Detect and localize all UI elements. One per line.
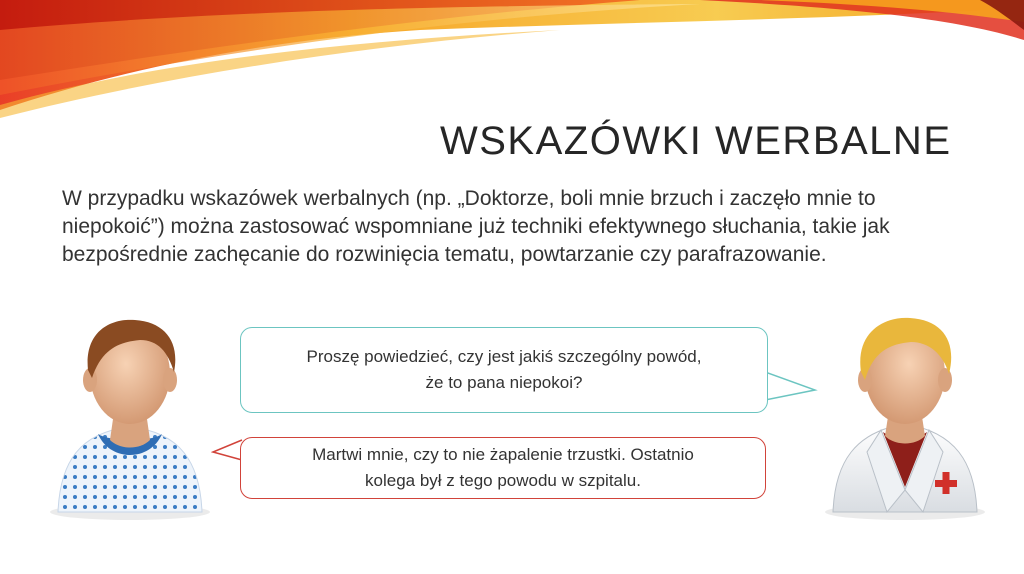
doctor-speech-line-1: Proszę powiedzieć, czy jest jakiś szczególny powód, bbox=[306, 347, 702, 366]
header-swoosh-decoration bbox=[0, 0, 1024, 125]
slide-title: WSKAZÓWKI WERBALNE bbox=[440, 118, 952, 163]
patient-figure-icon bbox=[40, 312, 220, 522]
doctor-figure-icon bbox=[815, 312, 995, 522]
doctor-speech-bubble bbox=[240, 327, 768, 413]
doctor-speech-line-2: że to pana niepokoi? bbox=[425, 373, 583, 392]
doctor-bubble-tail bbox=[765, 370, 825, 410]
slide-body-text: W przypadku wskazówek werbalnych (np. „Doktorze, boli mnie brzuch i zaczęło mnie to niepokoić”) można zastosować wspomniane już techniki efektywnego słuchania, takie jak bezpośrednie zachęcanie do rozwinięcia tematu, powtarzanie czy parafrazowanie. bbox=[62, 187, 890, 266]
patient-speech-bubble bbox=[240, 437, 766, 499]
patient-speech-line-2: kolega był z tego powodu w szpitalu. bbox=[365, 471, 641, 490]
patient-speech-line-1: Martwi mnie, czy to nie żapalenie trzustki. Ostatnio bbox=[312, 445, 694, 464]
